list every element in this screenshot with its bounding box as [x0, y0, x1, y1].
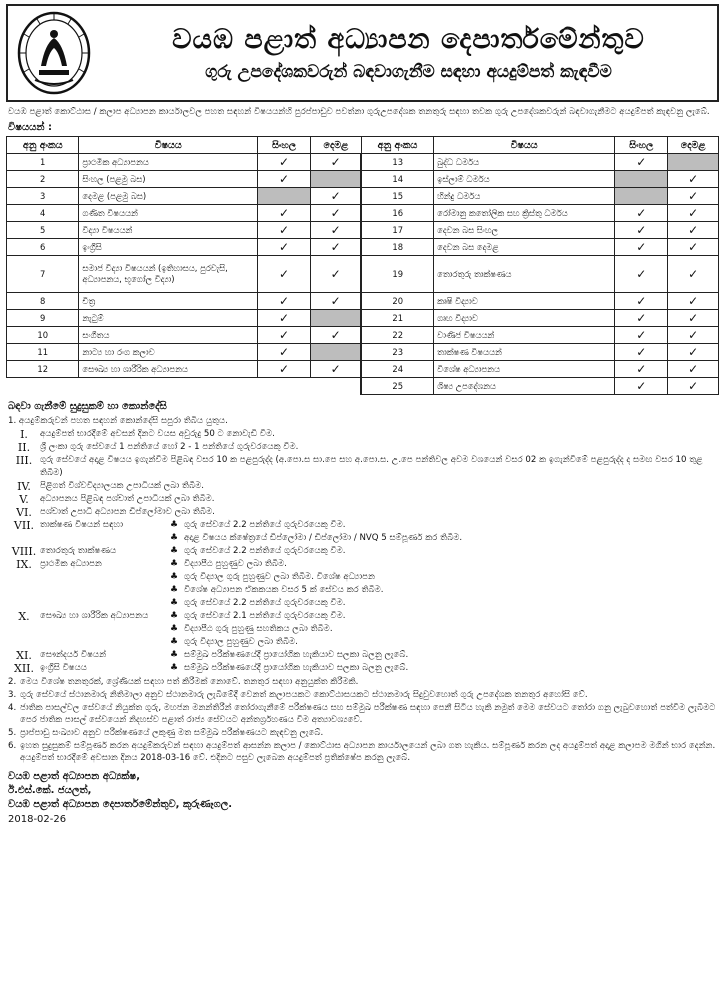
- requirement-text: පිළිගත් විශ්වවිද්‍යාලයක උපාධියක් ලබා තිබීම.: [40, 481, 205, 491]
- requirement-text: විශේෂ අධ්‍යාපන ඒකකයක වසර 5 ක් සේවය කර තිබීම.: [184, 585, 384, 595]
- table-row: [7, 171, 719, 188]
- club-bullet-icon: ♣: [170, 624, 179, 634]
- empty-cell: [7, 378, 362, 395]
- signature-block: [6, 770, 719, 812]
- subject-name: විශේෂ අධ්‍යාපනය: [434, 361, 615, 378]
- subject-requirement-item: [8, 623, 717, 636]
- tamil-medium-cell-tick: ✓: [668, 205, 719, 222]
- subject-requirement-item: [8, 519, 717, 532]
- sinhala-medium-cell-tick: ✓: [615, 239, 668, 256]
- tamil-medium-cell-tick: ✓: [311, 205, 362, 222]
- table-row: [7, 310, 719, 327]
- requirement-subject-label: තොරතුරු තාක්ෂණය: [40, 546, 117, 556]
- tamil-medium-cell: [311, 310, 362, 327]
- club-bullet-icon: ♣: [170, 559, 179, 569]
- tamil-medium-cell-tick: ✓: [311, 222, 362, 239]
- subject-name: තොරතුරු තාක්ෂණය: [434, 256, 615, 293]
- requirement-numeral: [8, 584, 40, 597]
- col-header-subject-left: විෂයය: [79, 137, 258, 154]
- sinhala-medium-cell-tick: ✓: [615, 327, 668, 344]
- sinhala-medium-cell-tick: ✓: [615, 310, 668, 327]
- requirement-text: ගුරු සේවයේ 2.2 පන්තියේ ගුරුවරයෙකු වීම.: [184, 520, 346, 530]
- subject-number: 2: [7, 171, 79, 188]
- tamil-medium-cell: [668, 154, 719, 171]
- requirement-subject-label: ඉංග්‍රීසි විෂයය: [40, 663, 87, 673]
- tamil-medium-cell-tick: ✓: [311, 188, 362, 205]
- tamil-medium-cell-tick: ✓: [311, 239, 362, 256]
- subject-number: 10: [7, 327, 79, 344]
- requirement-item: [8, 454, 717, 480]
- subject-requirement-item: [8, 610, 717, 623]
- subjects-table: [6, 136, 719, 395]
- sinhala-medium-cell-tick: ✓: [615, 256, 668, 293]
- table-row: [7, 378, 719, 395]
- requirement-text: අයදුම්පත් භාරදීමේ අවසන් දිනට වයස අවුරුදු 50 ට නොවැඩි වීම.: [40, 429, 275, 439]
- sinhala-medium-cell-tick: ✓: [615, 293, 668, 310]
- club-bullet-icon: ♣: [170, 611, 179, 621]
- requirement-numeral: XI.: [16, 649, 32, 662]
- table-row: [7, 239, 719, 256]
- requirement-numeral: [8, 532, 40, 545]
- subject-number: 11: [7, 344, 79, 361]
- col-header-no-right: අනු අංකය: [361, 137, 433, 154]
- subject-name: කෘෂි විද්‍යාව: [434, 293, 615, 310]
- requirement-subject-label: [40, 584, 170, 597]
- requirement-item: [8, 428, 717, 441]
- tamil-medium-cell-tick: ✓: [668, 256, 719, 293]
- sinhala-medium-cell-tick: ✓: [258, 222, 311, 239]
- subject-number: 20: [361, 293, 433, 310]
- requirement-text: ගුරු විද්‍යාල පුහුණුව ලබා තිබීම.: [184, 637, 298, 647]
- tamil-medium-cell-tick: ✓: [668, 222, 719, 239]
- subject-name: බුද්ධ ධර්මය: [434, 154, 615, 171]
- tamil-medium-cell-tick: ✓: [311, 361, 362, 378]
- table-row: [7, 293, 719, 310]
- tamil-medium-cell-tick: ✓: [668, 378, 719, 395]
- subject-requirement-item: [8, 649, 717, 662]
- sinhala-medium-cell-tick: ✓: [258, 239, 311, 256]
- tamil-medium-cell-tick: ✓: [311, 154, 362, 171]
- note-number: 3.: [8, 690, 17, 700]
- tamil-medium-cell-tick: ✓: [668, 293, 719, 310]
- note-number: 5.: [8, 728, 17, 738]
- subject-number: 13: [361, 154, 433, 171]
- signatory-title: වයඹ පළාත් අධ්‍යාපන අධ්‍යක්ෂ,: [8, 771, 140, 782]
- requirement-numeral: [8, 597, 40, 610]
- subject-number: 5: [7, 222, 79, 239]
- subject-name: සංගීතය: [79, 327, 258, 344]
- club-bullet-icon: ♣: [170, 598, 179, 608]
- requirement-subject-label: [40, 571, 170, 584]
- club-bullet-icon: ♣: [170, 663, 179, 673]
- club-bullet-icon: ♣: [170, 546, 179, 556]
- page-subtitle: ගුරු උපදේශකවරුන් බඳවාගැනීම සඳහා අයදුම්පත් කැඳවීම: [205, 62, 612, 82]
- requirement-numeral: VI.: [16, 506, 32, 519]
- tamil-medium-cell: [311, 171, 362, 188]
- subject-number: 24: [361, 361, 433, 378]
- tamil-medium-cell-tick: ✓: [668, 361, 719, 378]
- club-bullet-icon: ♣: [170, 520, 179, 530]
- requirement-numeral: IV.: [17, 480, 31, 493]
- note-item: [6, 689, 719, 701]
- table-row: [7, 361, 719, 378]
- requirement-numeral: III.: [15, 454, 33, 467]
- subject-name: ඉස්ලාම් ධර්මය: [434, 171, 615, 188]
- subject-number: 14: [361, 171, 433, 188]
- subject-number: 9: [7, 310, 79, 327]
- subject-name: තාක්ෂණ විෂයයන්: [434, 344, 615, 361]
- conditions-heading: බඳවා ගැනීමේ සුදුසුකම් හා කොන්දේසි: [8, 401, 167, 412]
- club-bullet-icon: ♣: [170, 585, 179, 595]
- club-bullet-icon: ♣: [170, 650, 179, 660]
- subject-name: චිත්‍ර: [79, 293, 258, 310]
- sinhala-medium-cell-tick: ✓: [258, 205, 311, 222]
- note-number: 6.: [8, 741, 17, 751]
- sinhala-medium-cell-tick: ✓: [258, 256, 311, 293]
- club-bullet-icon: ♣: [170, 637, 179, 647]
- requirement-subject-label: [40, 636, 170, 649]
- note-number: 4.: [8, 703, 17, 713]
- requirement-text: ගුරු සේවයේ අදාළ විෂයය ඉගැන්වීම පිළිබඳ වසර 10 ක පළපුරුද්ද (අ.පො.ස සා.පෙ සහ අ.පො.ස. උ.පෙ පන්තිවල අවම වශයෙන් වසර 02 ක ඉගැන්වීමේ පළපුරුද්ද ද සමඟ වසර 10 තුළ තිබීම): [40, 455, 703, 478]
- subject-number: 15: [361, 188, 433, 205]
- tamil-medium-cell-tick: ✓: [668, 327, 719, 344]
- subject-name: හින්දු ධර්මය: [434, 188, 615, 205]
- subject-number: 18: [361, 239, 433, 256]
- table-row: [7, 205, 719, 222]
- tamil-medium-cell-tick: ✓: [668, 239, 719, 256]
- note-number: 2.: [8, 677, 17, 687]
- tamil-medium-cell-tick: ✓: [311, 293, 362, 310]
- sinhala-medium-cell-tick: ✓: [258, 293, 311, 310]
- note-text: ප්‍රාප්පාඩු සංඛ්‍යාව අනුව පරීක්ෂණයේ ලකුණු මත සම්මුඛ පරීක්ෂණයට කැඳවනු ලැබේ.: [20, 728, 324, 738]
- conditions-section: [6, 415, 719, 675]
- requirement-numeral: XII.: [13, 662, 35, 675]
- subject-requirement-item: [8, 532, 717, 545]
- requirement-text: විද්‍යාපීඨ ගුරු පුහුණු සහතිකය ලබා තිබීම.: [184, 624, 333, 634]
- note-item: [6, 702, 719, 726]
- sinhala-medium-cell-tick: ✓: [615, 154, 668, 171]
- table-row: [7, 222, 719, 239]
- requirement-numeral: [8, 571, 40, 584]
- requirement-text: ගුරු විද්‍යාල ගුරු පුහුණුව ලබා තිබීම. විශේෂ අධ්‍යාපන: [184, 572, 375, 582]
- subject-number: 7: [7, 256, 79, 293]
- requirement-text: සම්මුඛ පරීක්ෂණයේදී ප්‍රායෝගික හැකියාව සලකා බලනු ලැබේ.: [184, 663, 409, 673]
- requirement-text: අදාළ විෂයය ක්ෂේත්‍රයේ ඩිප්ලෝමා / ඩිප්ලෝමා / NVQ 5 සම්පූර්ණ කර තිබීම.: [184, 533, 463, 543]
- table-row: [7, 154, 719, 171]
- subject-number: 4: [7, 205, 79, 222]
- sinhala-medium-cell: [615, 171, 668, 188]
- requirement-subject-label: [40, 623, 170, 636]
- subject-name: නැටුම්: [79, 310, 258, 327]
- col-header-subject-right: විෂයය: [434, 137, 615, 154]
- subject-number: 16: [361, 205, 433, 222]
- col-header-sinhala-right: සිංහල: [615, 137, 668, 154]
- subject-requirement-item: [8, 545, 717, 558]
- subject-number: 6: [7, 239, 79, 256]
- requirement-subject-label: ප්‍රාථමික අධ්‍යාපන: [40, 559, 102, 569]
- note-item: [6, 740, 719, 764]
- requirement-subject-label: සෞන්දර්ය විෂයන්: [40, 650, 107, 660]
- subject-number: 23: [361, 344, 433, 361]
- requirement-subject-label: [40, 532, 170, 545]
- requirement-text: ගුරු සේවයේ 2.2 පන්තියේ ගුරුවරයෙකු වීම.: [184, 546, 346, 556]
- subject-number: 12: [7, 361, 79, 378]
- subject-name: ඉංග්‍රීසි: [79, 239, 258, 256]
- subject-name: වාණිජ විෂයයන්: [434, 327, 615, 344]
- subject-name: නාට්‍ය හා රංග කලාව: [79, 344, 258, 361]
- subject-name: දෙවන බස සිංහල: [434, 222, 615, 239]
- tamil-medium-cell-tick: ✓: [311, 327, 362, 344]
- subject-number: 22: [361, 327, 433, 344]
- tamil-medium-cell-tick: ✓: [668, 188, 719, 205]
- note-item: [6, 727, 719, 739]
- requirement-text: සම්මුඛ පරීක්ෂණයේදී ප්‍රායෝගික හැකියාව සලකා බලනු ලැබේ.: [184, 650, 409, 660]
- subjects-heading: විෂයයන් :: [8, 122, 52, 133]
- tamil-medium-cell-tick: ✓: [311, 256, 362, 293]
- table-header-row: [7, 137, 719, 154]
- tamil-medium-cell: [311, 344, 362, 361]
- sinhala-medium-cell-tick: ✓: [615, 378, 668, 395]
- subject-number: 3: [7, 188, 79, 205]
- signatory-name: ඊ.එස්.කේ. ජයලත්,: [8, 785, 92, 796]
- subject-name: විද්‍යා විෂයයන්: [79, 222, 258, 239]
- requirement-text: අධ්‍යාපනය පිළිබඳ පශ්චාත් උපාධියක් ලබා තිබීම.: [40, 494, 215, 504]
- requirement-numeral: IX.: [16, 558, 32, 571]
- subject-number: 25: [361, 378, 433, 395]
- requirement-numeral: VII.: [13, 519, 35, 532]
- sinhala-medium-cell-tick: ✓: [258, 327, 311, 344]
- intro-paragraph: වයඹ පළාත් කොට්ඨාස / කලාප අධ්‍යාපන කාර්යාලවල පහත සඳහන් විෂයයන්හි පුරප්පාඩුව පවත්නා ගුරුඋපදේශක තනතුරු සඳහා තවක ගුරු උපදේශකවරුන් බඳවාගැනීමට අයදුම්පත් කැඳවනු ලැබේ.: [8, 107, 710, 117]
- notice-date: 2018-02-26: [8, 814, 67, 825]
- requirement-item: [8, 480, 717, 493]
- club-bullet-icon: ♣: [170, 533, 179, 543]
- table-row: [7, 344, 719, 361]
- subject-name: ගෘහ විද්‍යාව: [434, 310, 615, 327]
- requirement-numeral: [8, 623, 40, 636]
- note-item: [6, 676, 719, 688]
- tamil-medium-cell-tick: ✓: [668, 310, 719, 327]
- table-row: [7, 256, 719, 293]
- subject-number: 8: [7, 293, 79, 310]
- requirement-numeral: II.: [17, 441, 31, 454]
- requirement-numeral: I.: [20, 428, 28, 441]
- requirement-item: [8, 493, 717, 506]
- subject-requirement-item: [8, 571, 717, 584]
- notice-header: [6, 4, 719, 102]
- requirement-text: විද්‍යාපීඨ පුහුණුව ලබා තිබීම.: [184, 559, 287, 569]
- subject-number: 21: [361, 310, 433, 327]
- subject-name: දෙවන බස දෙමළ: [434, 239, 615, 256]
- subject-requirement-item: [8, 558, 717, 571]
- subject-number: 17: [361, 222, 433, 239]
- sinhala-medium-cell-tick: ✓: [615, 344, 668, 361]
- tamil-medium-cell-tick: ✓: [668, 344, 719, 361]
- subject-requirement-item: [8, 597, 717, 610]
- subject-name: දෙමළ (පළමු බස): [79, 188, 258, 205]
- requirement-item: [8, 506, 717, 519]
- tamil-medium-cell-tick: ✓: [668, 171, 719, 188]
- requirement-subject-label: තාක්ෂණ විෂයන් සඳහා: [40, 520, 124, 530]
- subject-name: සෞඛ්‍ය හා ශාරීරික අධ්‍යාපනය: [79, 361, 258, 378]
- requirement-item: [8, 441, 717, 454]
- subject-name: ශිෂ්‍ය උපදේශනය: [434, 378, 615, 395]
- col-header-tamil-left: දෙමළ: [311, 137, 362, 154]
- sinhala-medium-cell-tick: ✓: [258, 154, 311, 171]
- condition-intro: 1. අයදුම්කරුවන් පහත සඳහන් කොන්දේසි සපුරා තිබිය යුතුය.: [8, 416, 228, 426]
- provincial-emblem-icon: [8, 6, 100, 100]
- sinhala-medium-cell-tick: ✓: [258, 361, 311, 378]
- table-row: [7, 327, 719, 344]
- sinhala-medium-cell-tick: ✓: [615, 361, 668, 378]
- subject-name: ප්‍රාථමික අධ්‍යාපනය: [79, 154, 258, 171]
- requirement-text: ගුරු සේවයේ 2.1 පන්තියේ ගුරුවරයෙකු වීම.: [184, 611, 346, 621]
- note-text: ජාතික පාසල්වල සේවයේ නියුක්ත ගුරු, මහජන මනන්තිරීන් තෝරාගැනීමේ පරීක්ෂණය සහ සම්මුඛ පරීක්ෂණ සඳහා පෙනී සිටිය හැකි නමුත් මෙම සේවයට තෝරා ගනු ලැබුවහොත් පත්වීම ලැබීමට පෙර ජාතික පාසල් සේවයෙන් නිදහස්ව පළාත් රාජ්‍ය සේවයට අන්තර්ග්‍රහණය වීම අත්‍යාවශ්‍යවේ.: [20, 703, 716, 725]
- sinhala-medium-cell-tick: ✓: [258, 310, 311, 327]
- subject-name: රෝමානු කතෝලික සහ ක්‍රිස්තු ධර්මය: [434, 205, 615, 222]
- sinhala-medium-cell: [258, 188, 311, 205]
- sinhala-medium-cell-tick: ✓: [258, 344, 311, 361]
- sinhala-medium-cell: [615, 188, 668, 205]
- subject-number: 1: [7, 154, 79, 171]
- requirement-subject-label: සෞඛ්‍ය හා ශාරීරික අධ්‍යාපනය: [40, 611, 149, 621]
- sinhala-medium-cell-tick: ✓: [615, 222, 668, 239]
- requirement-subject-label: [40, 597, 170, 610]
- requirement-text: ශ්‍රී ලංකා ගුරු සේවයේ 1 පන්තියේ හෝ 2 - 1 පන්තියේ ගුරුවරයෙකු වීම.: [40, 442, 299, 452]
- requirement-numeral: V.: [19, 493, 29, 506]
- requirement-numeral: X.: [18, 610, 30, 623]
- subject-number: 19: [361, 256, 433, 293]
- note-text: ගුරු සේවයේ ස්ථානමාරු නිතිමාලා අනුව ස්ථානමාරු ලැබීමේදී වෙනත් කලාපයකට කොට්ඨාසයකට ස්ථානමාරු සිදුවුවහොත් ගුරු උපදේශක තනතුර අහෝසි වේ.: [20, 690, 588, 700]
- subject-name: සිංහල (පළමු බස): [79, 171, 258, 188]
- subject-name: සමාජ විද්‍යා විෂයයන් (ඉතිහාසය, පුරවැසි, අධ්‍යාපනය, භූගෝල විද්‍යා): [79, 256, 258, 293]
- subject-name: ගණිත විෂයයන්: [79, 205, 258, 222]
- note-text: මෙය විශේෂ තනතුරක්, ශ්‍රේණියක් සඳහා පත් කිරීමක් නොවේ. තනතුර සඳහා අනුයුක්ත කිරීමකි.: [20, 677, 359, 687]
- sinhala-medium-cell-tick: ✓: [258, 171, 311, 188]
- subject-requirement-item: [8, 662, 717, 675]
- sinhala-medium-cell-tick: ✓: [615, 205, 668, 222]
- requirement-numeral: VIII.: [11, 545, 37, 558]
- col-header-tamil-right: දෙමළ: [668, 137, 719, 154]
- col-header-no-left: අනු අංකය: [7, 137, 79, 154]
- requirement-text: පශ්චාත් උපාධි අධ්‍යාපන ඩිප්ලෝමාව ලබා තිබීම.: [40, 507, 215, 517]
- page-title: වයඹ පළාත් අධ්‍යාපන දෙපාර්තමේන්තුව: [172, 24, 645, 55]
- note-text: ඉහත සුදුසුකම් සම්පූර්ණ කරන අයදුම්කරුවන් සඳහා අයදුම්පත් ආසන්න කලාප / කොට්ඨාස අධ්‍යාපන කාර්යාලයෙන් ලබා ගත හැකිය. සම්පූර්ණ කරන ලද අයදුම්පත් අදාළ කලාපම මගින් භාර දෙන්න. අයදුම්පත් භාරදීමේ අවසාන දිනය 2018-03-16 වේ. එදිනට පසුව ලැබෙන අයදුම්පත් ප්‍රතික්ෂේප කරනු ලැබේ.: [20, 741, 716, 763]
- requirement-text: ගුරු සේවයේ 2.2 පන්තියේ ගුරුවරයෙකු වීම.: [184, 598, 346, 608]
- club-bullet-icon: ♣: [170, 572, 179, 582]
- signatory-office: වයඹ පළාත් අධ්‍යාපන දෙපාර්තමේන්තුව, කුරුණෑගල.: [8, 799, 233, 810]
- subject-requirement-item: [8, 636, 717, 649]
- requirement-numeral: [8, 636, 40, 649]
- subject-requirement-item: [8, 584, 717, 597]
- table-row: [7, 188, 719, 205]
- col-header-sinhala-left: සිංහල: [258, 137, 311, 154]
